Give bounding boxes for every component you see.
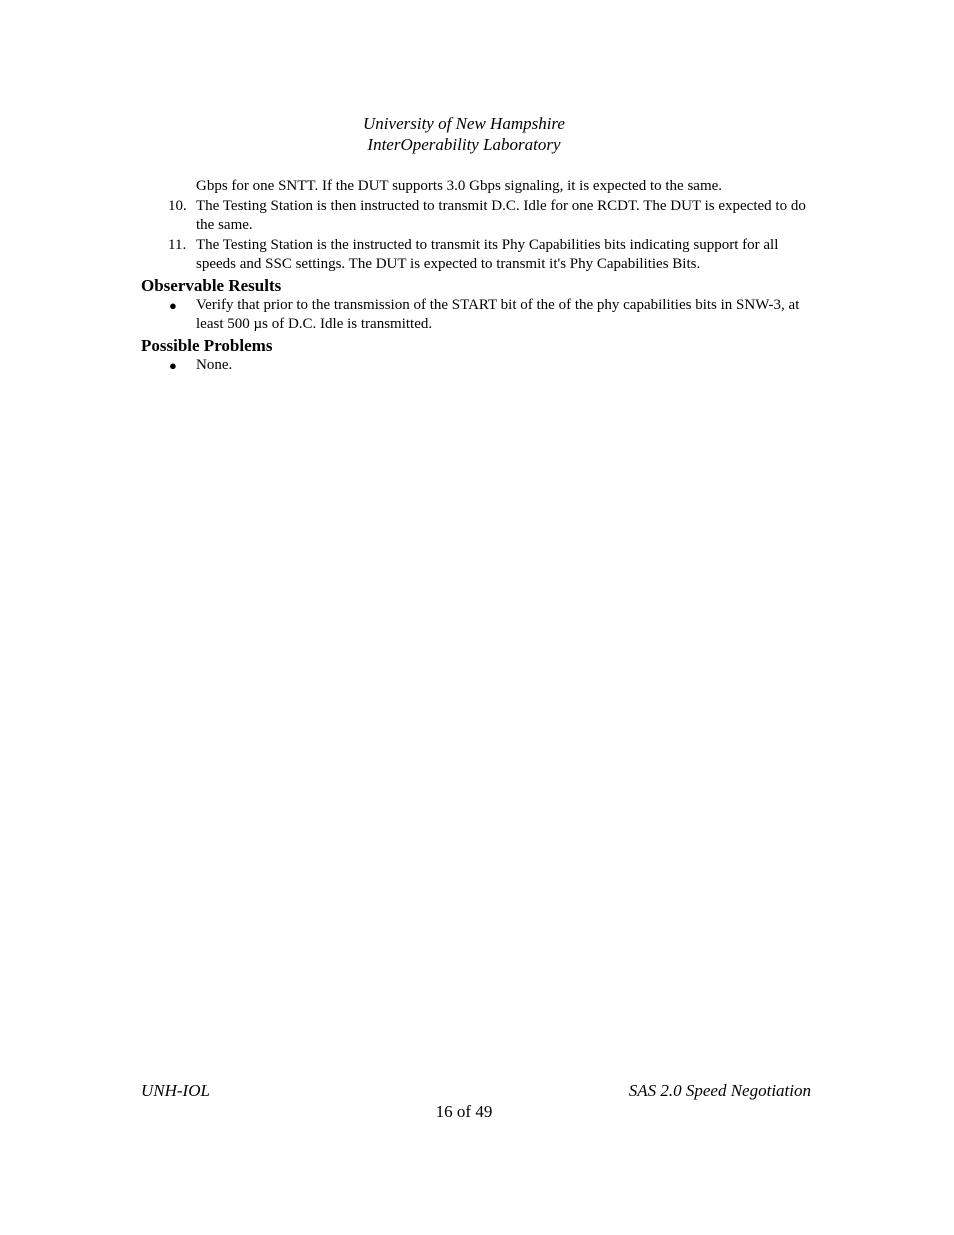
possible-problems-heading: Possible Problems <box>141 335 273 355</box>
header-organization: University of New Hampshire <box>363 114 565 133</box>
observable-results-heading: Observable Results <box>141 275 282 295</box>
page-number: 16 of 49 <box>435 1102 493 1121</box>
bullet-icon: ● <box>169 357 177 373</box>
step-number: 10. <box>168 197 187 214</box>
bullet-text: Verify that prior to the transmission of the START bit of the of the phy capabilities bits in SNW-3, at least 500 µs of D.C. Idle is transmitted. <box>196 296 800 332</box>
footer-organization: UNH-IOL <box>141 1081 210 1100</box>
step-text: The Testing Station is then instructed to transmit D.C. Idle for one RCDT. The DUT is expected to do the same. <box>196 197 806 233</box>
header-laboratory: InterOperability Laboratory <box>367 135 561 154</box>
observable-results-bullet <box>141 296 811 335</box>
bullet-icon: ● <box>169 297 177 313</box>
procedure-step-10 <box>141 197 811 236</box>
document-body <box>141 177 811 375</box>
step-continuation-text: Gbps for one SNTT. If the DUT supports 3.0 Gbps signaling, it is expected to the same. <box>196 178 723 194</box>
possible-problems-bullet <box>141 356 811 376</box>
procedure-step-11 <box>141 236 811 275</box>
footer-document-title: SAS 2.0 Speed Negotiation <box>628 1081 811 1100</box>
bullet-text: None. <box>196 356 233 373</box>
step-number: 11. <box>168 236 187 253</box>
step-text: The Testing Station is the instructed to transmit its Phy Capabilities bits indicating support for all speeds and SSC settings. The DUT is expected to transmit it's Phy Capabilities Bits. <box>196 236 779 272</box>
